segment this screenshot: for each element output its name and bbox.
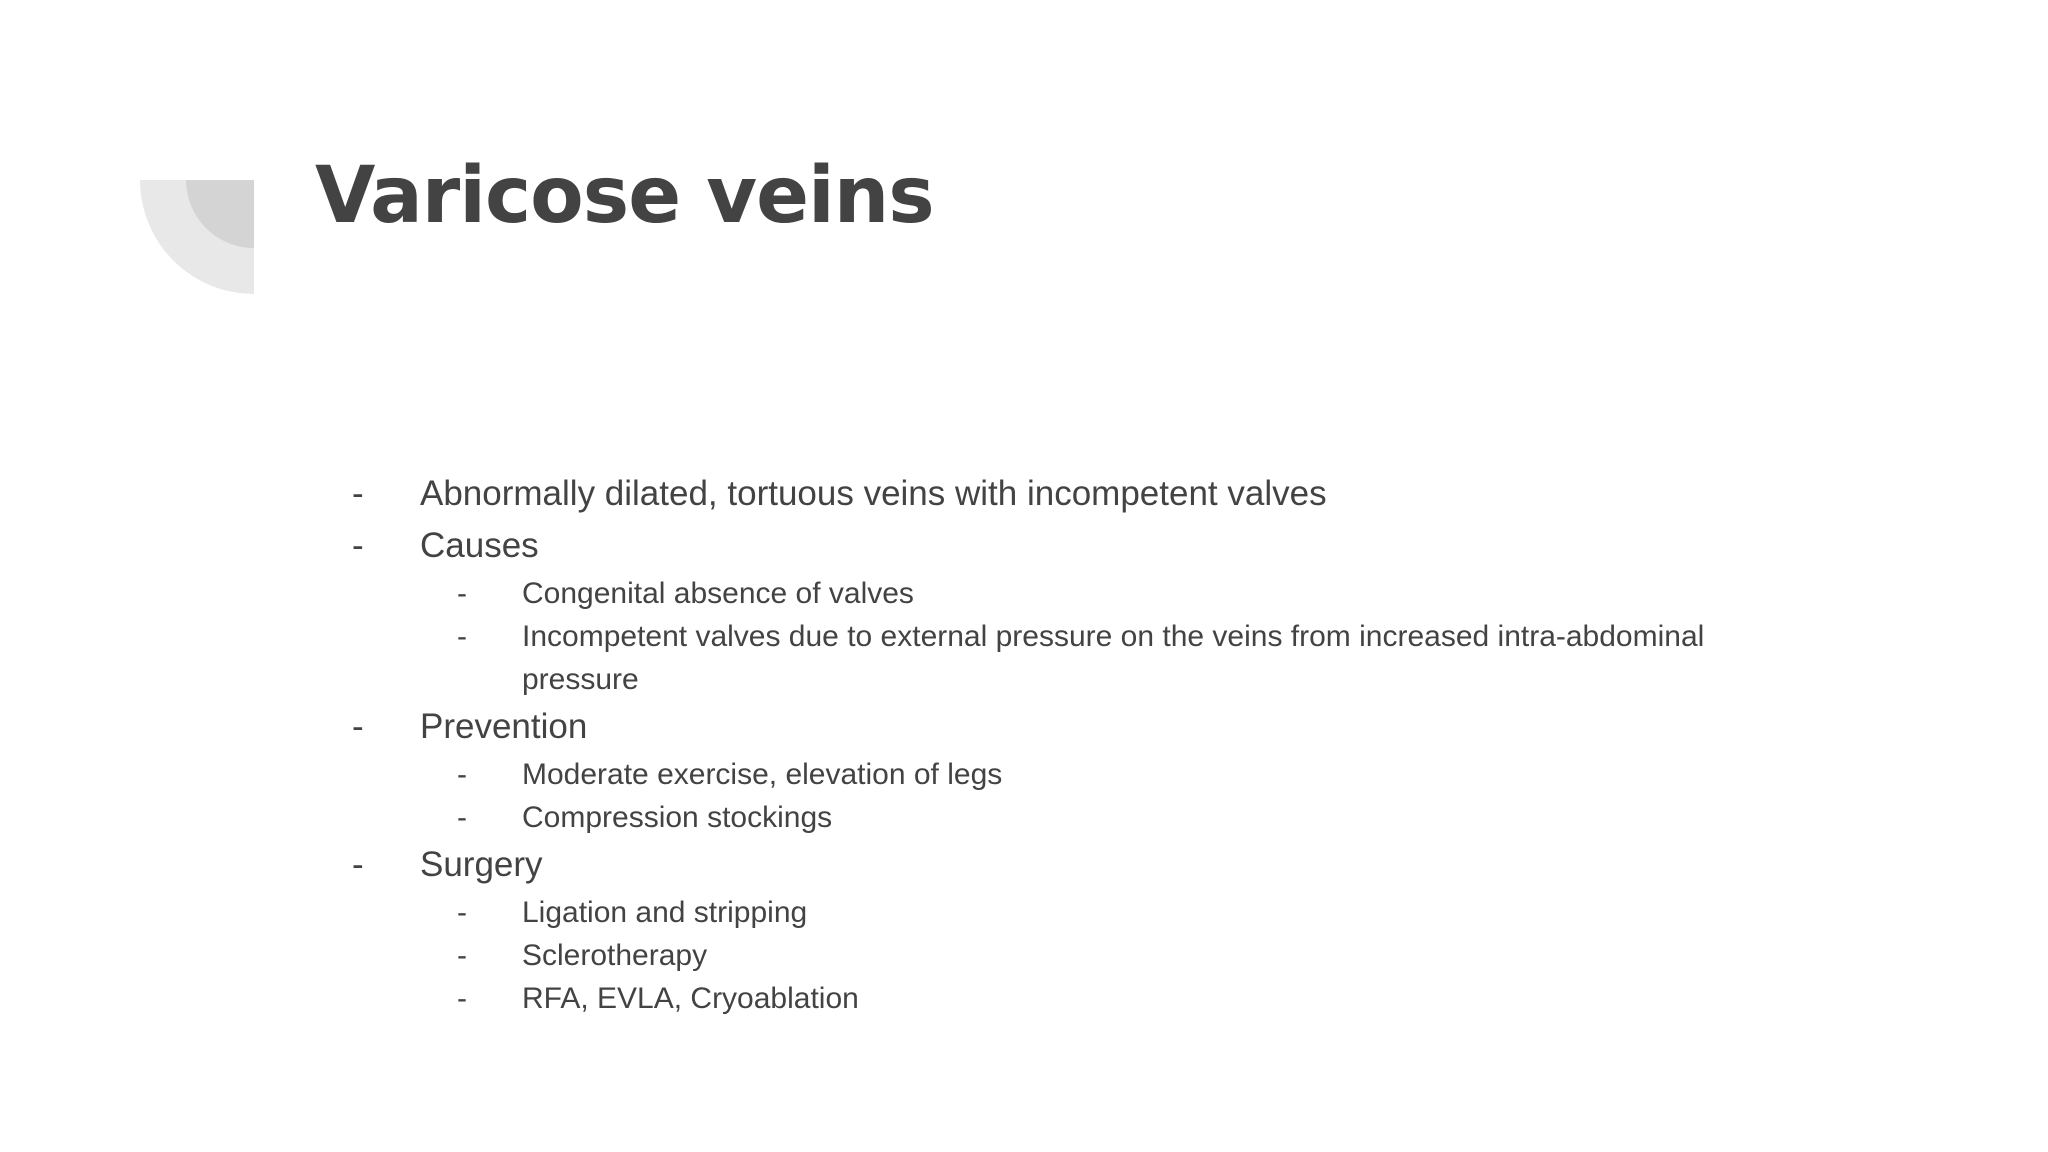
list-item — [350, 839, 1800, 891]
list-item-text: Prevention — [420, 707, 588, 746]
bullet-dash: - — [457, 939, 467, 972]
list-item-text: Incompetent valves due to external pressure on the veins from increased intra-abdominal pressure — [522, 620, 1705, 696]
list-item-text: Congenital absence of valves — [522, 577, 914, 610]
bullet-dash: - — [352, 526, 364, 565]
list-item — [350, 572, 1800, 615]
bullet-dash: - — [457, 982, 467, 1015]
slide-title: Varicose veins — [315, 151, 934, 241]
bullet-dash: - — [457, 577, 467, 610]
list-item — [350, 891, 1800, 934]
bullet-dash: - — [352, 845, 364, 884]
bullet-dash: - — [457, 620, 467, 653]
list-item — [350, 977, 1800, 1020]
list-item-text: RFA, EVLA, Cryoablation — [522, 982, 859, 1015]
list-item — [350, 753, 1800, 796]
list-item — [350, 934, 1800, 977]
list-item-text: Moderate exercise, elevation of legs — [522, 758, 1003, 791]
list-item — [350, 701, 1800, 753]
list-item-text: Compression stockings — [522, 801, 833, 834]
bullet-dash: - — [457, 758, 467, 791]
list-item-text: Ligation and stripping — [522, 896, 808, 929]
list-item-text: Abnormally dilated, tortuous veins with incompetent valves — [420, 474, 1327, 513]
decorative-quarter-circle — [140, 180, 254, 294]
bullet-dash: - — [457, 896, 467, 929]
list-item — [350, 796, 1800, 839]
bullet-dash: - — [352, 707, 364, 746]
list-item-text: Surgery — [420, 845, 543, 884]
bullet-list — [350, 468, 1800, 1020]
list-item-text: Causes — [420, 526, 539, 565]
list-item — [350, 520, 1800, 572]
list-item — [350, 468, 1800, 520]
list-item — [350, 615, 1800, 701]
bullet-dash: - — [352, 474, 364, 513]
list-item-text: Sclerotherapy — [522, 939, 708, 972]
bullet-dash: - — [457, 801, 467, 834]
